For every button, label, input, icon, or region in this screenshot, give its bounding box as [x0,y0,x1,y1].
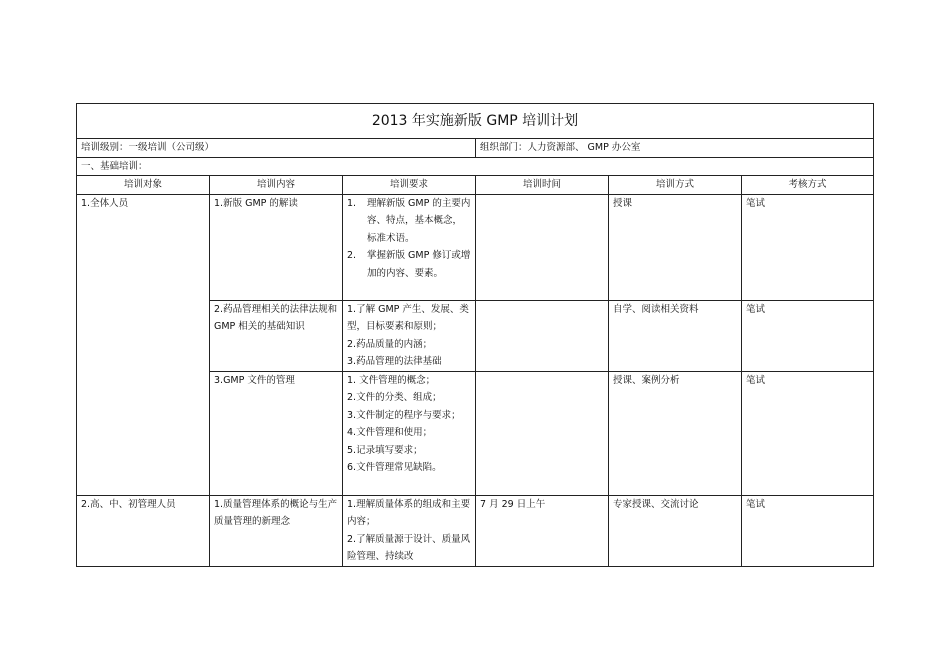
training-level: 培训级别：一级培训（公司级） [77,139,476,158]
requirement-item: 1.理解质量体系的组成和主要内容； [347,498,471,527]
header-exam: 考核方式 [742,176,874,195]
requirement-item: 3.药品管理的法律基础 [347,356,442,367]
requirement-item: 2.文件的分类、组成； [347,392,442,403]
cell-method: 专家授课、交流讨论 [609,495,742,566]
cell-content: 3.GMP 文件的管理 [210,371,343,495]
cell-exam: 笔试 [742,194,874,300]
cell-requirement [343,194,476,300]
cell-content: 1.新版 GMP 的解读 [210,194,343,300]
cell-exam: 笔试 [742,300,874,371]
cell-requirement [343,495,476,566]
document-title: 2013 年实施新版 GMP 培训计划 [77,104,874,139]
cell-requirement [343,371,476,495]
cell-method: 授课 [609,194,742,300]
organizing-department: 组织部门：人力资源部、 GMP 办公室 [476,139,874,158]
cell-exam: 笔试 [742,495,874,566]
training-plan-table [76,103,874,567]
cell-requirement [343,300,476,371]
cell-target: 1.全体人员 [77,194,210,495]
requirement-item: 5.记录填写要求； [347,444,423,456]
cell-target: 2.高、中、初管理人员 [77,495,210,566]
requirement-item: 4.文件管理和使用； [347,427,433,438]
cell-time [476,194,609,300]
cell-content: 2.药品管理相关的法律法规和 GMP 相关的基础知识 [210,300,343,371]
table-row [77,194,874,300]
requirement-item: 2. 掌握新版 GMP 修订或增加的内容、要素。 [347,250,471,279]
cell-method: 自学、阅读相关资料 [609,300,742,371]
requirement-item: 1. 文件管理的概念； [347,374,436,386]
table-header-row [77,176,874,195]
section-heading: 一、基础培训： [77,157,874,176]
header-method: 培训方式 [609,176,742,195]
header-content: 培训内容 [210,176,343,195]
requirement-item: 1.了解 GMP 产生、发展、类型，目标要素和原则； [347,303,469,332]
cell-time [476,300,609,371]
requirement-item: 6.文件管理常见缺陷。 [347,462,442,473]
cell-content: 1.质量管理体系的概论与生产质量管理的新理念 [210,495,343,566]
requirement-item: 3.文件制定的程序与要求； [347,409,461,421]
table-row [77,495,874,566]
header-requirement: 培训要求 [343,176,476,195]
header-target: 培训对象 [77,176,210,195]
cell-method: 授课、案例分析 [609,371,742,495]
requirement-item: 2.了解质量源于设计、质量风险管理、持续改 [347,533,471,562]
cell-exam: 笔试 [742,371,874,495]
header-time: 培训时间 [476,176,609,195]
requirement-item: 1. 理解新版 GMP 的主要内容、特点，基本概念，标准术语。 [347,197,471,244]
requirement-item: 2.药品质量的内涵； [347,338,433,350]
cell-time: 7 月 29 日上午 [476,495,609,566]
cell-time [476,371,609,495]
